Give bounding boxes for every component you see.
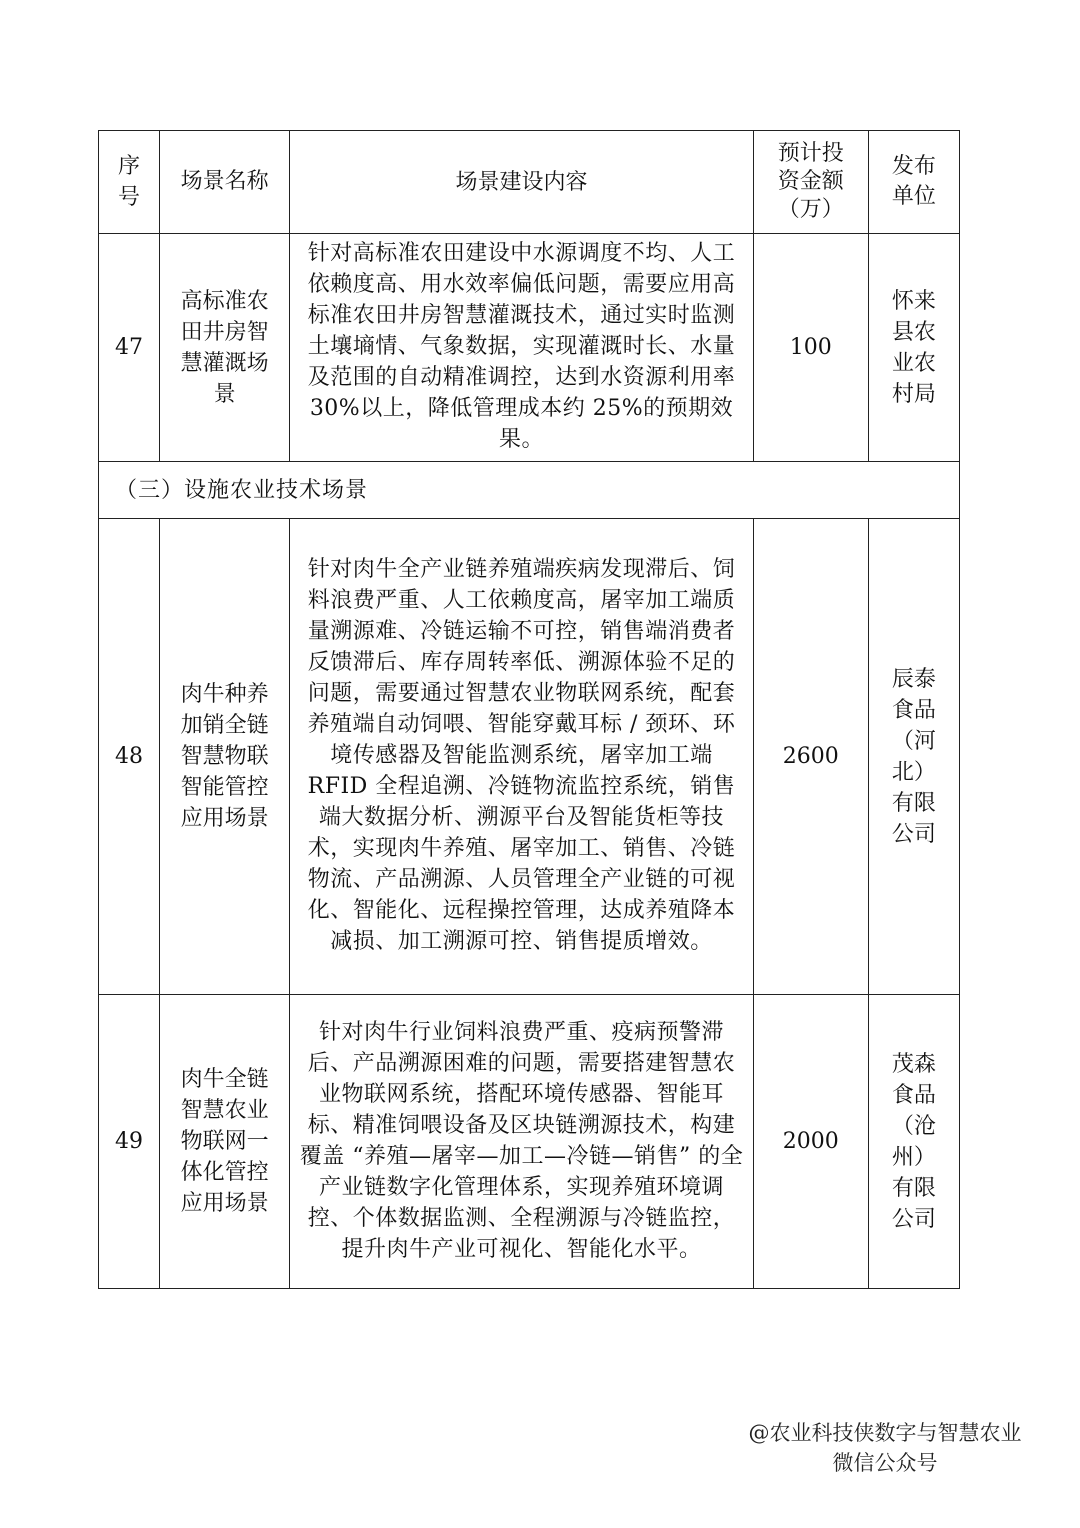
row-content: 针对肉牛行业饲料浪费严重、疫病预警滞后、产品溯源困难的问题，需要搭建智慧农业物联网系统，搭配环境传感器、智能耳标、精准饲喂设备及区块链溯源技术，构建覆盖 “养殖—屠宰—加工—冷链—销售” 的全产业链数字化管理体系，实现养殖环境调控、个体数据监测、全程溯源与冷链监控，提升肉牛产业可视化、智能化水平。 xyxy=(290,995,754,1289)
table-row xyxy=(99,995,960,1289)
table-header-row xyxy=(99,131,960,234)
row-investment: 2000 xyxy=(753,995,868,1289)
row-investment: 2600 xyxy=(753,519,868,995)
watermark xyxy=(720,1418,1050,1478)
header-content: 场景建设内容 xyxy=(290,131,754,234)
row-number: 49 xyxy=(99,995,160,1289)
row-scene-name: 肉牛全链智慧农业物联网一体化管控应用场景 xyxy=(160,995,290,1289)
row-number: 47 xyxy=(99,234,160,462)
row-investment: 100 xyxy=(753,234,868,462)
table-row xyxy=(99,234,960,462)
row-content: 针对肉牛全产业链养殖端疾病发现滞后、饲料浪费严重、人工依赖度高，屠宰加工端质量溯源难、冷链运输不可控，销售端消费者反馈滞后、库存周转率低、溯源体验不足的问题，需要通过智慧农业物联网系统，配套养殖端自动饲喂、智能穿戴耳标 / 颈环、环境传感器及智能监测系统，屠宰加工端 RFID 全程追溯、冷链物流监控系统，销售端大数据分析、溯源平台及智能货柜等技术，实现肉牛养殖、屠宰加工、销售、冷链物流、产品溯源、人员管理全产业链的可视化、智能化、远程操控管理，达成养殖降本减损、加工溯源可控、销售提质增效。 xyxy=(290,519,754,995)
section-heading: （三）设施农业技术场景 xyxy=(99,462,960,519)
row-number: 48 xyxy=(99,519,160,995)
row-publisher: 辰泰食品（河北）有限公司 xyxy=(868,519,959,995)
row-scene-name: 高标准农田井房智慧灌溉场景 xyxy=(160,234,290,462)
row-publisher: 茂森食品（沧州）有限公司 xyxy=(868,995,959,1289)
table-row xyxy=(99,519,960,995)
header-number: 序号 xyxy=(99,131,160,234)
row-scene-name: 肉牛种养加销全链智慧物联智能管控应用场景 xyxy=(160,519,290,995)
header-scene-name: 场景名称 xyxy=(160,131,290,234)
row-content: 针对高标准农田建设中水源调度不均、人工依赖度高、用水效率偏低问题，需要应用高标准农田井房智慧灌溉技术，通过实时监测土壤墒情、气象数据，实现灌溉时长、水量及范围的自动精准调控，达到水资源利用率 30%以上，降低管理成本约 25%的预期效果。 xyxy=(290,234,754,462)
header-publisher: 发布单位 xyxy=(868,131,959,234)
section-row xyxy=(99,462,960,519)
header-investment: 预计投资金额（万） xyxy=(753,131,868,234)
scenario-table xyxy=(98,130,960,1289)
row-publisher: 怀来县农业农村局 xyxy=(868,234,959,462)
watermark-platform: 微信公众号 xyxy=(832,1451,938,1475)
watermark-account: @农业科技侠数字与智慧农业 xyxy=(748,1421,1022,1445)
